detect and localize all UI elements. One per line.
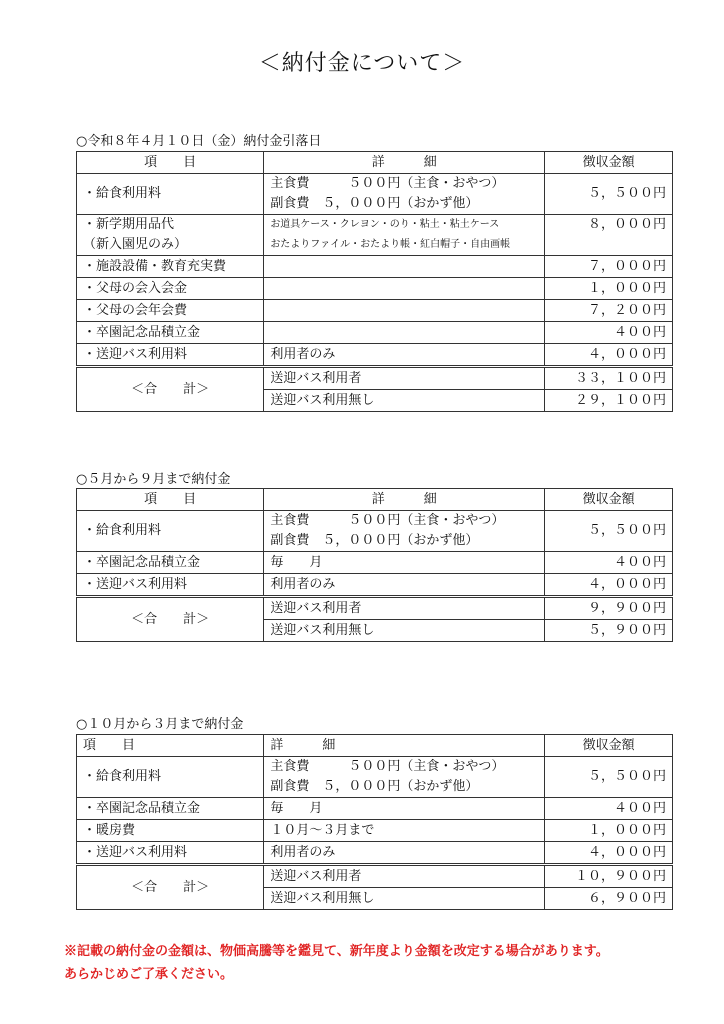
row-detail [264,215,545,256]
row-amount: ４，０００円 [545,344,673,367]
header-amount: 徴収金額 [545,735,673,757]
header-amount: 徴収金額 [545,152,673,174]
page-title: ＜納付金について＞ [258,51,466,76]
total-detail: 送迎バス利用者 [264,597,545,620]
row-amount: ４，０００円 [545,574,673,597]
detail-line: 主食費 ５００円（主食・おやつ） [270,759,505,774]
section-label-april: ○令和８年４月１０日（金）納付金引落日 [76,134,322,149]
row-item [77,215,264,256]
row-amount: ５，５００円 [545,174,673,215]
row-amount: ４，０００円 [545,842,673,865]
note-line: ※記載の納付金の金額は、物価高騰等を鑑見て、新年度より金額を改定する場合があります。 [64,944,609,959]
total-row [77,865,673,888]
total-amount: ６，９００円 [545,888,673,910]
total-detail: 送迎バス利用者 [264,865,545,888]
table-header-row [77,152,673,174]
table-row [77,278,673,300]
table-row [77,322,673,344]
detail-line: おたよりファイル・おたより帳・紅白帽子・自由画帳 [270,239,511,250]
table-row [77,798,673,820]
row-item: ・給食利用料 [77,757,264,798]
detail-line: 副食費 ５，０００円（おかず他） [270,779,479,794]
total-detail: 送迎バス利用無し [264,620,545,642]
row-detail: 利用者のみ [264,574,545,597]
total-row [77,367,673,390]
fee-table-may-sep [76,488,673,642]
table-row [77,300,673,322]
row-amount: ４００円 [545,322,673,344]
row-item: ・卒園記念品積立金 [77,798,264,820]
row-detail: １０月～３月まで [264,820,545,842]
row-item: ・施設設備・教育充実費 [77,256,264,278]
table-row [77,757,673,798]
header-item: 項 目 [77,735,264,757]
header-item: 項 目 [77,152,264,174]
row-item: ・卒園記念品積立金 [77,552,264,574]
total-row [77,597,673,620]
item-line: （新入園児のみ） [83,237,188,252]
header-detail: 詳 細 [264,152,545,174]
total-label: ＜合 計＞ [77,865,264,910]
row-amount: ４００円 [545,798,673,820]
row-detail [264,300,545,322]
row-item: ・給食利用料 [77,511,264,552]
detail-line: お道具ケース・クレヨン・のり・粘土・粘土ケース [270,219,500,230]
table-row [77,511,673,552]
row-detail [264,511,545,552]
fee-table-april [76,151,673,412]
row-amount: ５，５００円 [545,511,673,552]
total-detail: 送迎バス利用者 [264,367,545,390]
table-row [77,344,673,367]
table-header-row [77,735,673,757]
total-amount: ３３，１００円 [545,367,673,390]
row-amount: ７，０００円 [545,256,673,278]
table-row [77,552,673,574]
header-item: 項 目 [77,489,264,511]
row-amount: ５，５００円 [545,757,673,798]
row-item: ・送迎バス利用料 [77,842,264,865]
row-detail: 毎 月 [264,798,545,820]
table-header-row [77,489,673,511]
row-item: ・送迎バス利用料 [77,574,264,597]
total-label: ＜合 計＞ [77,367,264,412]
row-amount: ４００円 [545,552,673,574]
total-amount: ２９，１００円 [545,390,673,412]
item-line: ・新学期用品代 [83,217,175,232]
row-amount: １，０００円 [545,278,673,300]
table-row [77,842,673,865]
section-label-oct-mar: ○１０月から３月まで納付金 [76,717,244,732]
row-item: ・卒園記念品積立金 [77,322,264,344]
row-detail: 利用者のみ [264,344,545,367]
row-detail [264,174,545,215]
total-amount: １０，９００円 [545,865,673,888]
row-item: ・給食利用料 [77,174,264,215]
total-amount: ９，９００円 [545,597,673,620]
section-label-may-sep: ○５月から９月まで納付金 [76,472,231,487]
header-detail: 詳 細 [264,735,545,757]
total-label: ＜合 計＞ [77,597,264,642]
note-line: あらかじめご了承ください。 [64,967,234,982]
fee-table-oct-mar [76,734,673,910]
row-detail [264,256,545,278]
total-amount: ５，９００円 [545,620,673,642]
row-detail [264,757,545,798]
row-detail [264,278,545,300]
detail-line: 主食費 ５００円（主食・おやつ） [270,176,505,191]
table-row [77,174,673,215]
row-detail: 利用者のみ [264,842,545,865]
row-item: ・父母の会年会費 [77,300,264,322]
header-detail: 詳 細 [264,489,545,511]
detail-line: 主食費 ５００円（主食・おやつ） [270,513,505,528]
row-amount: ７，２００円 [545,300,673,322]
row-detail: 毎 月 [264,552,545,574]
price-revision-note [64,940,704,986]
table-row [77,574,673,597]
total-detail: 送迎バス利用無し [264,390,545,412]
row-item: ・父母の会入会金 [77,278,264,300]
row-detail [264,322,545,344]
row-item: ・送迎バス利用料 [77,344,264,367]
table-row [77,215,673,256]
detail-line: 副食費 ５，０００円（おかず他） [270,533,479,548]
header-amount: 徴収金額 [545,489,673,511]
row-amount: １，０００円 [545,820,673,842]
row-amount: ８，０００円 [545,215,673,256]
row-item: ・暖房費 [77,820,264,842]
table-row [77,256,673,278]
detail-line: 副食費 ５，０００円（おかず他） [270,196,479,211]
table-row [77,820,673,842]
total-detail: 送迎バス利用無し [264,888,545,910]
